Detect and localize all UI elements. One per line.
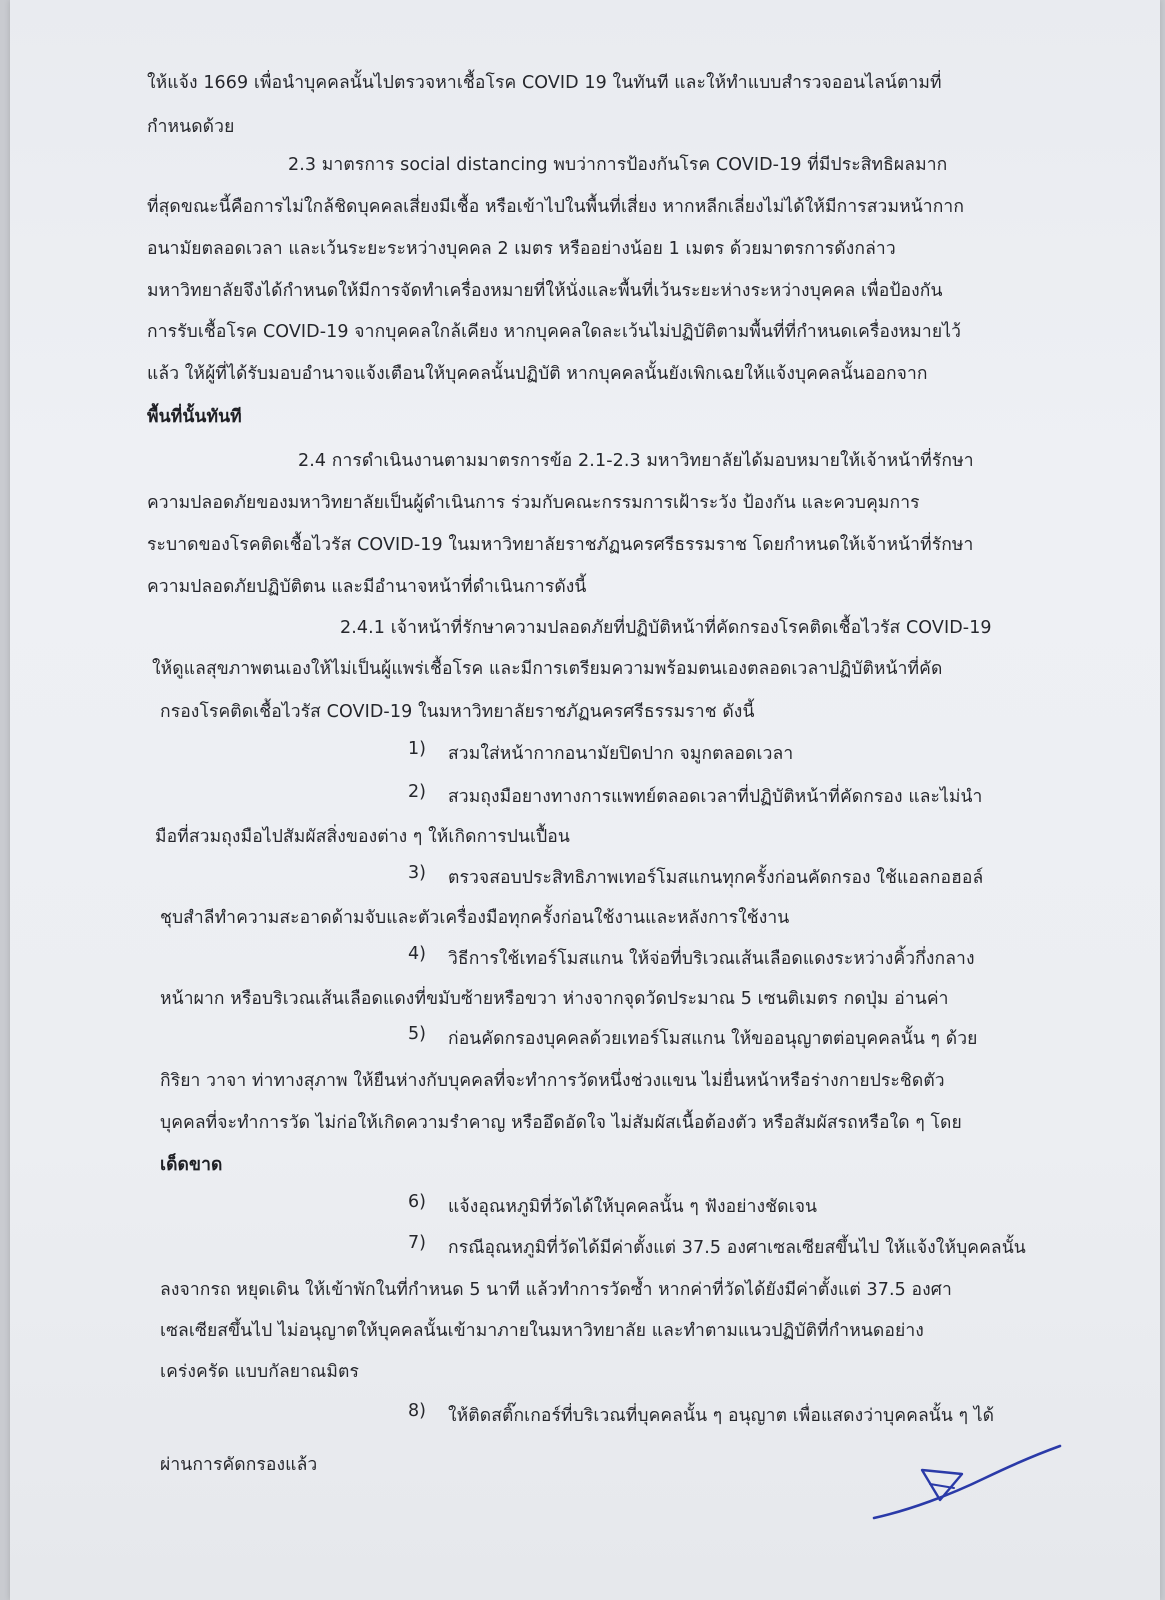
text-line: แล้ว ให้ผู้ที่ได้รับมอบอำนาจแจ้งเตือนให้บุคคลนั้นปฏิบัติ หากบุคคลนั้นยังเพิกเฉยให้แจ้งบุคคลนั้นออกจาก [147,364,928,384]
item-text: ตรวจสอบประสิทธิภาพเทอร์โมสแกนทุกครั้งก่อนคัดกรอง ใช้แอลกอฮอล์ [448,868,984,888]
text-line: ที่สุดขณะนี้คือการไม่ใกล้ชิดบุคคลเสี่ยงมีเชื้อ หรือเข้าไปในพื้นที่เสี่ยง หากหลีกเลี่ยงไม่ได้ให้มีการสวมหน้ากาก [147,197,965,217]
item-text: เคร่งครัด แบบกัลยาณมิตร [160,1362,359,1382]
text-line: กำหนดด้วย [147,117,235,137]
text-line: อนามัยตลอดเวลา และเว้นระยะระหว่างบุคคล 2 เมตร หรืออย่างน้อย 1 เมตร ด้วยมาตรการดังกล่าว [147,239,896,259]
item-text: สวมใส่หน้ากากอนามัยปิดปาก จมูกตลอดเวลา [448,744,794,764]
text-line: ความปลอดภัยของมหาวิทยาลัยเป็นผู้ดำเนินการ ร่วมกับคณะกรรมการเฝ้าระวัง ป้องกัน และควบคุมการ [147,493,920,513]
item-text: ชุบสำลีทำความสะอาดด้ามจับและตัวเครื่องมือทุกครั้งก่อนใช้งานและหลังการใช้งาน [160,908,790,928]
item-text: แจ้งอุณหภูมิที่วัดได้ให้บุคคลนั้น ๆ ฟังอย่างชัดเจน [448,1197,818,1217]
item-text: ลงจากรถ หยุดเดิน ให้เข้าพักในที่กำหนด 5 นาที แล้วทำการวัดซ้ำ หากค่าที่วัดได้ยังมีค่าตั้งแต่ 37.5 องศา [160,1280,952,1300]
item-text: วิธีการใช้เทอร์โมสแกน ให้จ่อที่บริเวณเส้นเลือดแดงระหว่างคิ้วกึ่งกลาง [448,949,975,969]
text-line: การรับเชื้อโรค COVID-19 จากบุคคลใกล้เคียง หากบุคคลใดละเว้นไม่ปฏิบัติตามพื้นที่ที่กำหนดเครื่องหมายไว้ [147,322,962,342]
item-number: 5) [408,1024,426,1044]
text-line: ให้ดูแลสุขภาพตนเองให้ไม่เป็นผู้แพร่เชื้อโรค และมีการเตรียมความพร้อมตนเองตลอดเวลาปฏิบัติหน้าที่คัด [152,659,943,679]
document-page [10,0,1160,1600]
item-number: 6) [408,1192,426,1212]
item-text: ให้ติดสติ๊กเกอร์ที่บริเวณที่บุคคลนั้น ๆ อนุญาต เพื่อแสดงว่าบุคคลนั้น ๆ ได้ [448,1406,995,1426]
text-line: มหาวิทยาลัยจึงได้กำหนดให้มีการจัดทำเครื่องหมายที่ให้นั่งและพื้นที่เว้นระยะห่างระหว่างบุคคล เพื่อป้องกัน [147,281,943,301]
item-text: เซลเซียสขึ้นไป ไม่อนุญาตให้บุคคลนั้นเข้ามาภายในมหาวิทยาลัย และทำตามแนวปฏิบัติที่กำหนดอย่าง [160,1321,924,1341]
item-text: เด็ดขาด [160,1155,223,1175]
text-line: ความปลอดภัยปฏิบัติตน และมีอำนาจหน้าที่ดำเนินการดังนี้ [147,577,587,597]
text-line: 2.3 มาตรการ social distancing พบว่าการป้องกันโรค COVID-19 ที่มีประสิทธิผลมาก [288,155,948,175]
item-number: 2) [408,782,426,802]
item-text: มือที่สวมถุงมือไปสัมผัสสิ่งของต่าง ๆ ให้เกิดการปนเปื้อน [155,827,570,847]
signature-mark [870,1440,1070,1530]
item-text: ก่อนคัดกรองบุคคลด้วยเทอร์โมสแกน ให้ขออนุญาตต่อบุคคลนั้น ๆ ด้วย [448,1029,978,1049]
text-line: 2.4 การดำเนินงานตามมาตรการข้อ 2.1-2.3 มหาวิทยาลัยได้มอบหมายให้เจ้าหน้าที่รักษา [298,451,974,471]
item-text: หน้าผาก หรือบริเวณเส้นเลือดแดงที่ขมับซ้ายหรือขวา ห่างจากจุดวัดประมาณ 5 เซนติเมตร กดปุ่ม อ่านค่า [160,989,949,1009]
item-number: 7) [408,1233,426,1253]
item-text: บุคคลที่จะทำการวัด ไม่ก่อให้เกิดความรำคาญ หรืออึดอัดใจ ไม่สัมผัสเนื้อต้องตัว หรือสัมผัสรถหรือใด ๆ โดย [160,1113,962,1133]
item-number: 1) [408,739,426,759]
text-line: ให้แจ้ง 1669 เพื่อนำบุคคลนั้นไปตรวจหาเชื้อโรค COVID 19 ในทันที และให้ทำแบบสำรวจออนไลน์ตามที่ [147,73,942,93]
item-number: 3) [408,863,426,883]
text-line: ระบาดของโรคติดเชื้อไวรัส COVID-19 ในมหาวิทยาลัยราชภัฏนครศรีธรรมราช โดยกำหนดให้เจ้าหน้าที่รักษา [147,535,974,555]
text-line: 2.4.1 เจ้าหน้าที่รักษาความปลอดภัยที่ปฏิบัติหน้าที่คัดกรองโรคติดเชื้อไวรัส COVID-19 [340,618,992,638]
text-line: พื้นที่นั้นทันที [147,407,242,427]
item-text: สวมถุงมือยางทางการแพทย์ตลอดเวลาที่ปฏิบัติหน้าที่คัดกรอง และไม่นำ [448,787,983,807]
item-text: กิริยา วาจา ท่าทางสุภาพ ให้ยืนห่างกับบุคคลที่จะทำการวัดหนึ่งช่วงแขน ไม่ยื่นหน้าหรือร่างกายประชิดตัว [160,1071,945,1091]
text-line: กรองโรคติดเชื้อไวรัส COVID-19 ในมหาวิทยาลัยราชภัฏนครศรีธรรมราช ดังนี้ [160,702,755,722]
item-number: 4) [408,944,426,964]
item-number: 8) [408,1401,426,1421]
item-text: กรณีอุณหภูมิที่วัดได้มีค่าตั้งแต่ 37.5 องศาเซลเซียสขึ้นไป ให้แจ้งให้บุคคลนั้น [448,1238,1026,1258]
item-text: ผ่านการคัดกรองแล้ว [160,1455,318,1475]
